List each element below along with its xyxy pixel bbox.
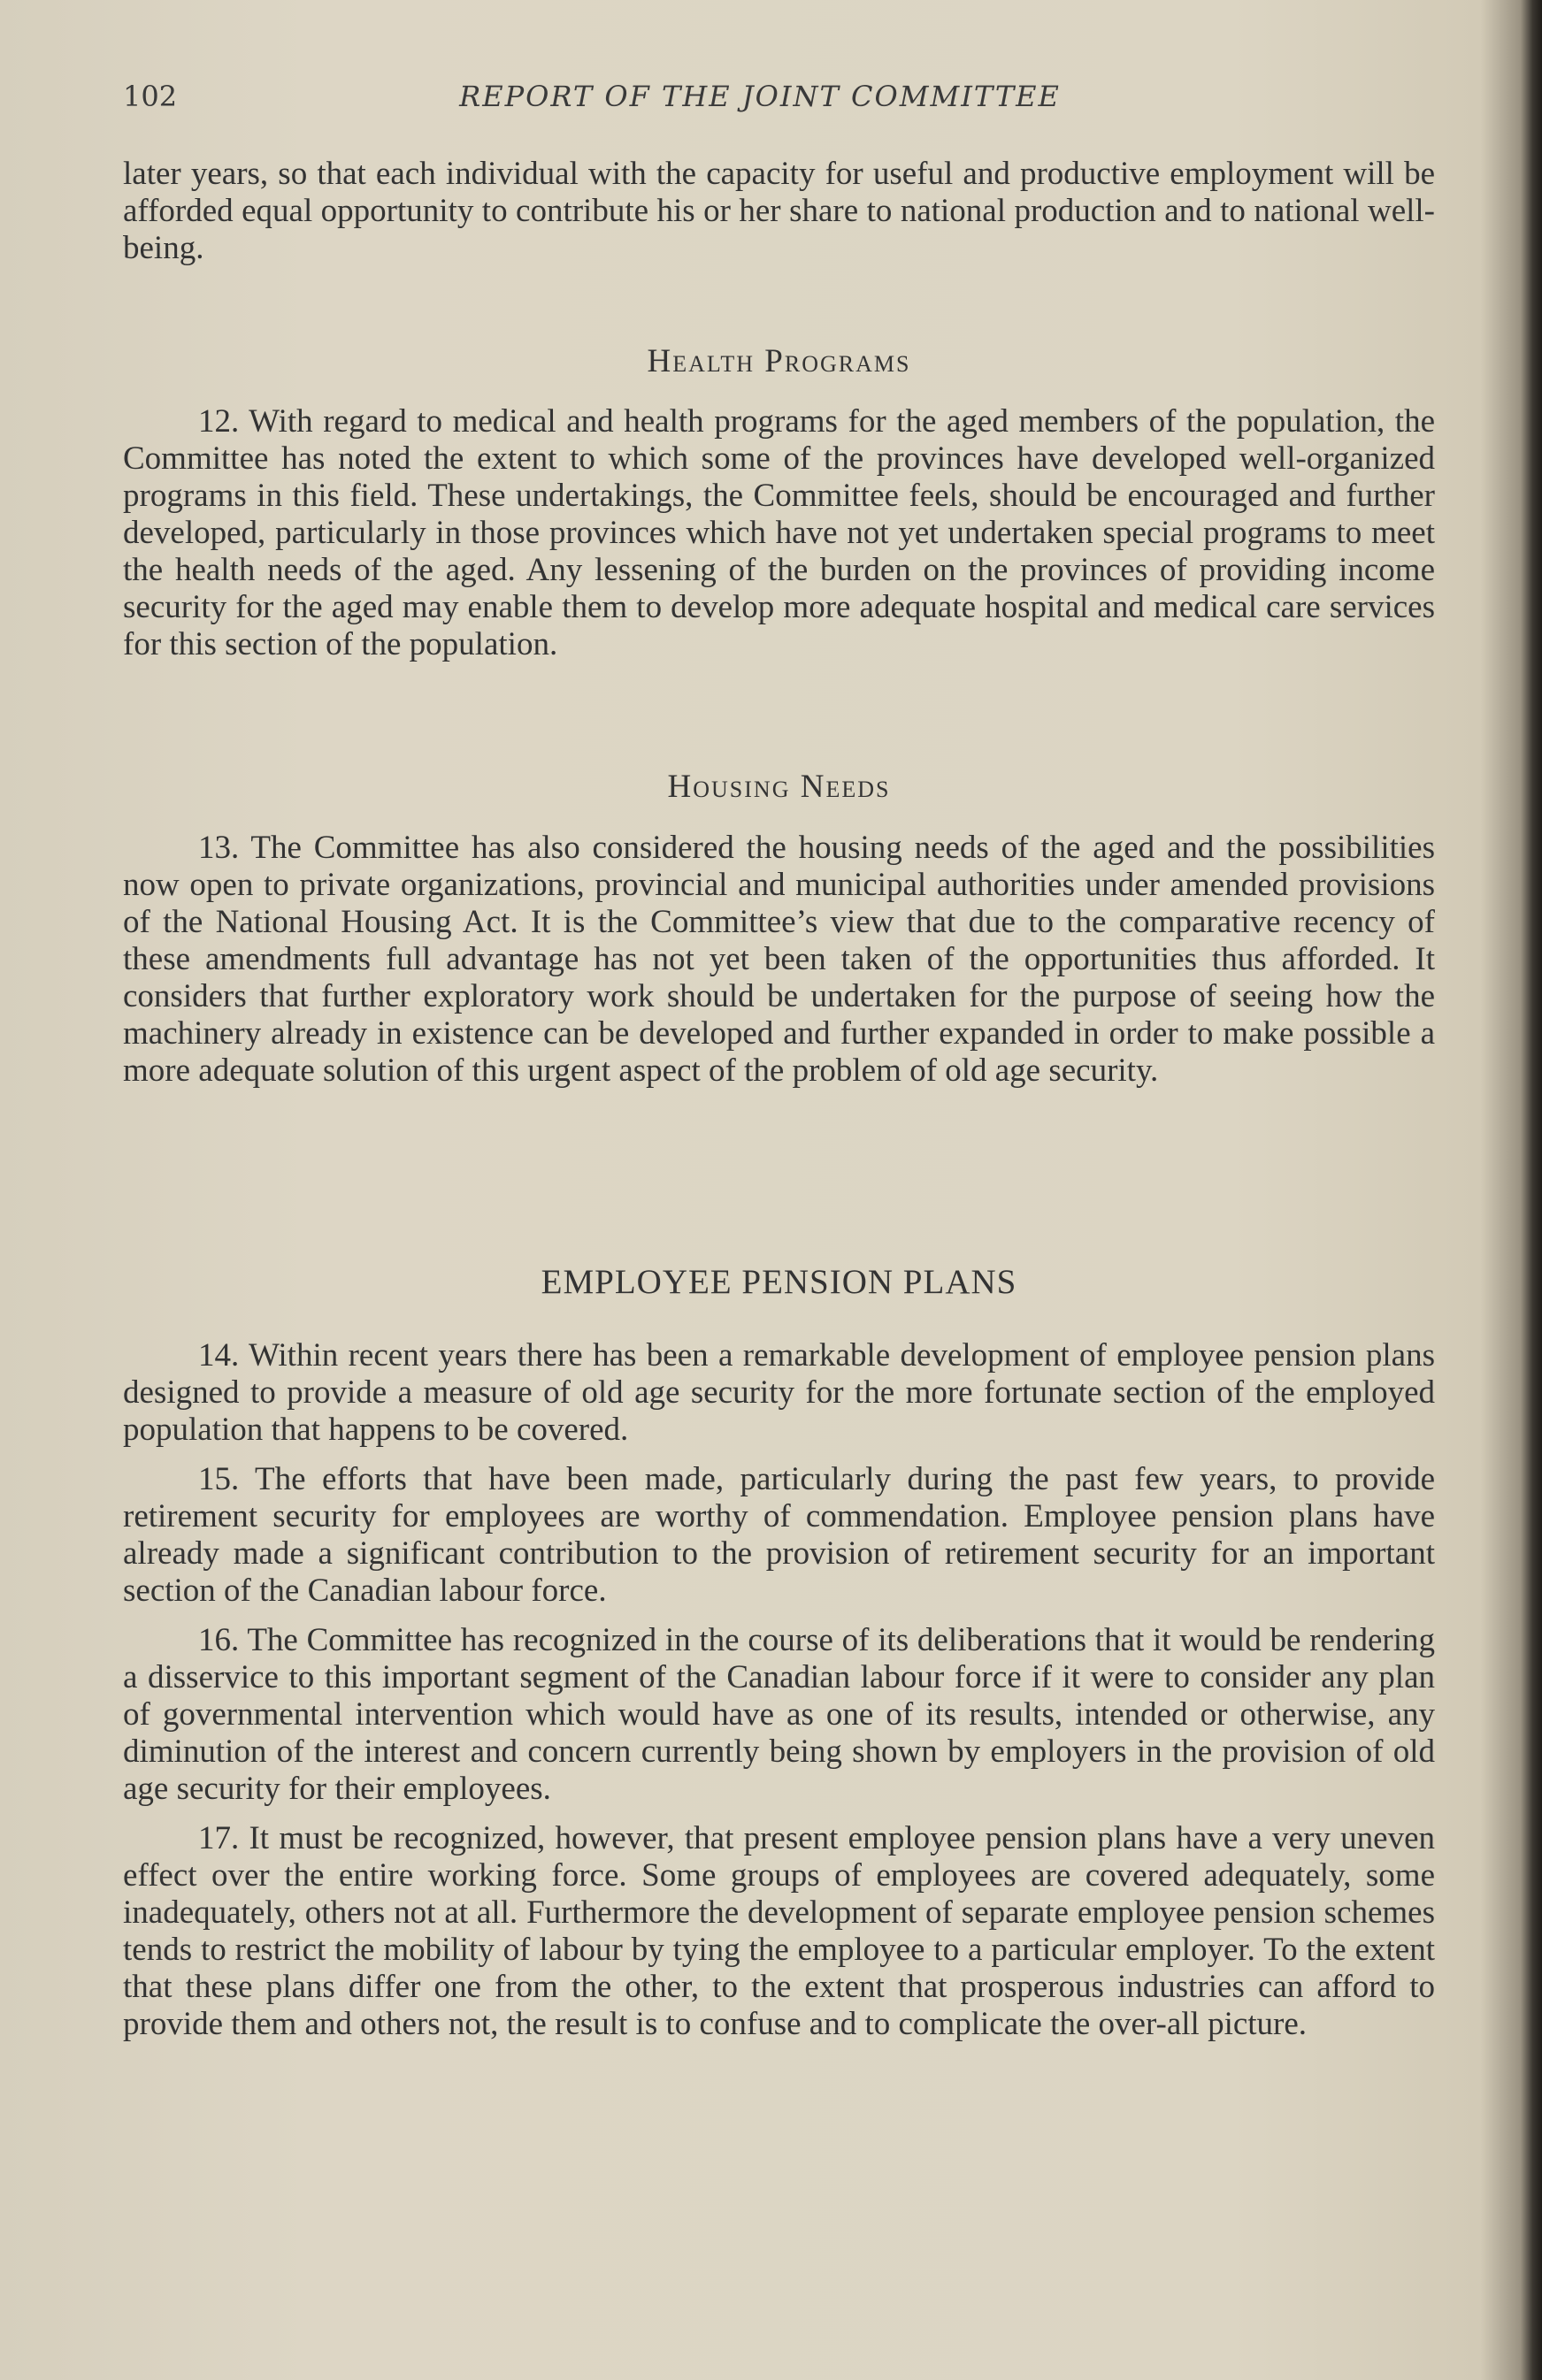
intro-paragraph: later years, so that each individual with the capacity for useful and productive employment will be afforded equal opportunity to contribute his or her share to national production and to national well-being.	[123, 156, 1435, 266]
paragraph-17: 17. It must be recognized, however, that present employee pension plans have a very uneven effect over the entire working force. Some groups of employees are covered adequately, some inadequately, others not at all. Furthermore the development of separate employee pension schemes tends to restrict the mobility of labour by tying the employee to a particular employer. To the extent that these plans differ one from the other, to the extent that prosperous industries can afford to provide them and others not, the result is to confuse and to complicate the over-all picture.	[123, 1820, 1435, 2042]
paragraph-12: 12. With regard to medical and health programs for the aged members of the population, the Committee has noted the extent to which some of the provinces have developed well-organized programs in this field. These undertakings, the Committee feels, should be encouraged and further developed, particularly in those provinces which have not yet undertaken special programs to meet the health needs of the aged. Any lessening of the burden on the provinces of providing income security for the aged may enable them to develop more adequate hospital and medical care services for this section of the population.	[123, 403, 1435, 662]
housing-needs-block	[123, 830, 1435, 1090]
running-title: REPORT OF THE JOINT COMMITTEE	[459, 80, 1061, 113]
heading-housing-needs: Housing Needs	[667, 769, 891, 805]
page-number: 102	[123, 80, 178, 113]
intro-block	[123, 156, 1435, 267]
paragraph-15: 15. The efforts that have been made, particularly during the past few years, to provide retirement security for employees are worthy of commendation. Employee pension plans have already made a significant contribution to the provision of retirement security for an important section of the Canadian labour force.	[123, 1461, 1435, 1609]
heading-health-programs: Health Programs	[647, 343, 911, 379]
employee-pension-plans-block	[123, 1337, 1435, 2043]
paragraph-13: 13. The Committee has also considered the housing needs of the aged and the possibilities now open to private organizations, provincial and municipal authorities under amended provisions of the National Housing Act. It is the Committee’s view that due to the comparative recency of these amendments full advantage has not yet been taken of the opportunities thus afforded. It considers that further exploratory work should be undertaken for the purpose of seeing how the machinery already in existence can be developed and further expanded in order to make possible a more adequate solution of this urgent aspect of the problem of old age security.	[123, 830, 1435, 1089]
paragraph-14: 14. Within recent years there has been a remarkable development of employee pension plans designed to provide a measure of old age security for the more fortunate section of the employed population that happens to be covered.	[123, 1337, 1435, 1448]
paragraph-16: 16. The Committee has recognized in the course of its deliberations that it would be rendering a disservice to this important segment of the Canadian labour force if it were to consider any plan of governmental intervention which would have as one of its results, intended or otherwise, any diminution of the interest and concern currently being shown by employers in the provision of old age security for their employees.	[123, 1622, 1435, 1807]
running-header	[123, 80, 1432, 124]
heading-employee-pension-plans: EMPLOYEE PENSION PLANS	[541, 1263, 1017, 1301]
health-programs-block	[123, 403, 1435, 663]
